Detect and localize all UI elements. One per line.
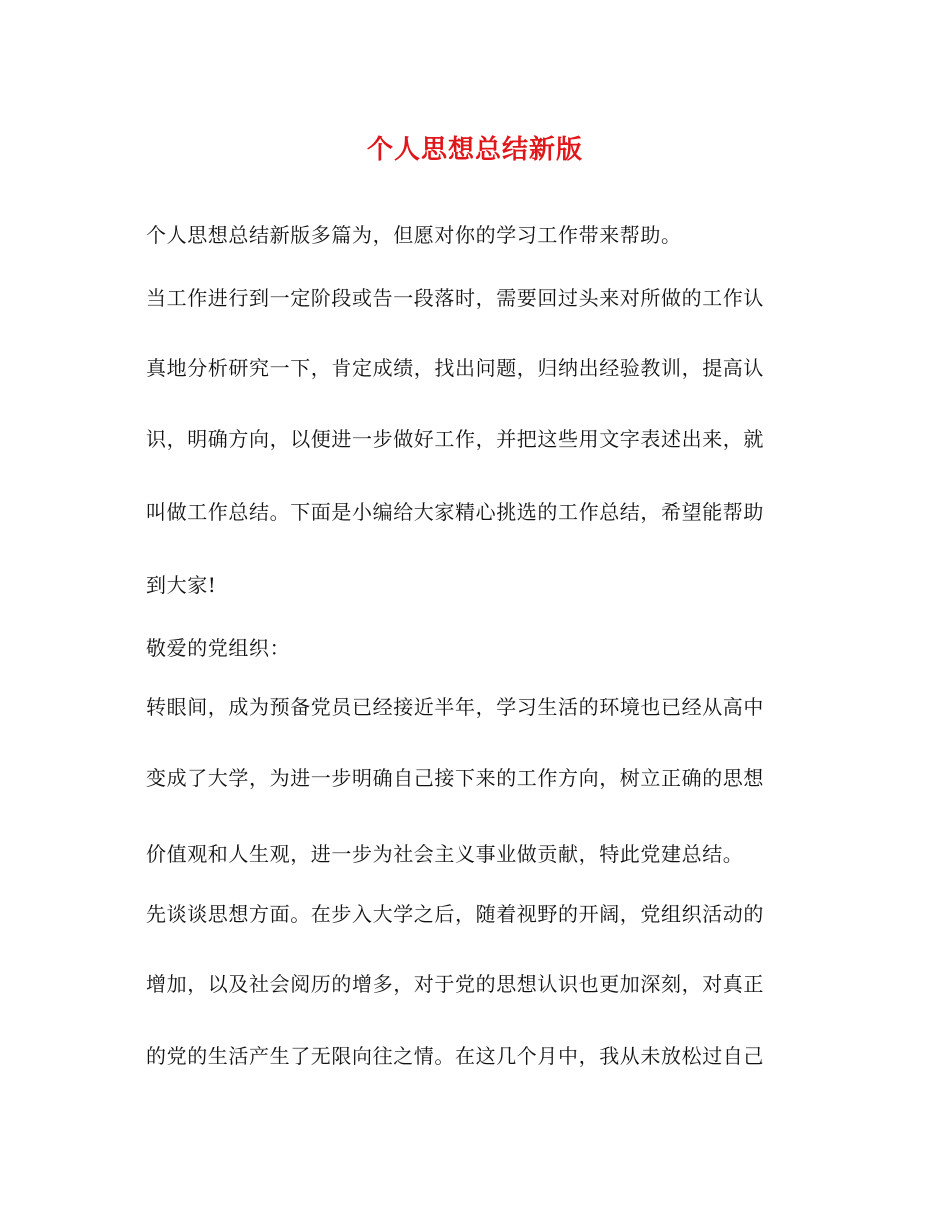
- text-line: 的党的生活产生了无限向往之情。在这几个月中，我从未放松过自己: [146, 1044, 764, 1068]
- document-title: 个人思想总结新版: [366, 135, 583, 165]
- text-line: 叫做工作总结。下面是小编给大家精心挑选的工作总结，希望能帮助: [146, 500, 764, 524]
- text-line: 敬爱的党组织：: [146, 636, 291, 660]
- text-line: 价值观和人生观，进一步为社会主义事业做贡献，特此党建总结。: [146, 842, 744, 866]
- text-line: 当工作进行到一定阶段或告一段落时，需要回过头来对所做的工作认: [146, 286, 764, 310]
- text-line: 先谈谈思想方面。在步入大学之后，随着视野的开阔，党组织活动的: [146, 902, 764, 926]
- text-line: 真地分析研究一下，肯定成绩，找出问题，归纳出经验教训，提高认: [146, 356, 764, 380]
- text-line: 转眼间，成为预备党员已经接近半年，学习生活的环境也已经从高中: [146, 695, 764, 719]
- text-line: 到大家!: [146, 573, 217, 597]
- text-line: 识，明确方向，以便进一步做好工作，并把这些用文字表述出来，就: [146, 427, 764, 451]
- text-line: 增加，以及社会阅历的增多，对于党的思想认识也更加深刻，对真正: [146, 972, 764, 996]
- text-line: 变成了大学，为进一步明确自己接下来的工作方向，树立正确的思想: [146, 766, 764, 790]
- text-line: 个人思想总结新版多篇为，但愿对你的学习工作带来帮助。: [146, 223, 682, 247]
